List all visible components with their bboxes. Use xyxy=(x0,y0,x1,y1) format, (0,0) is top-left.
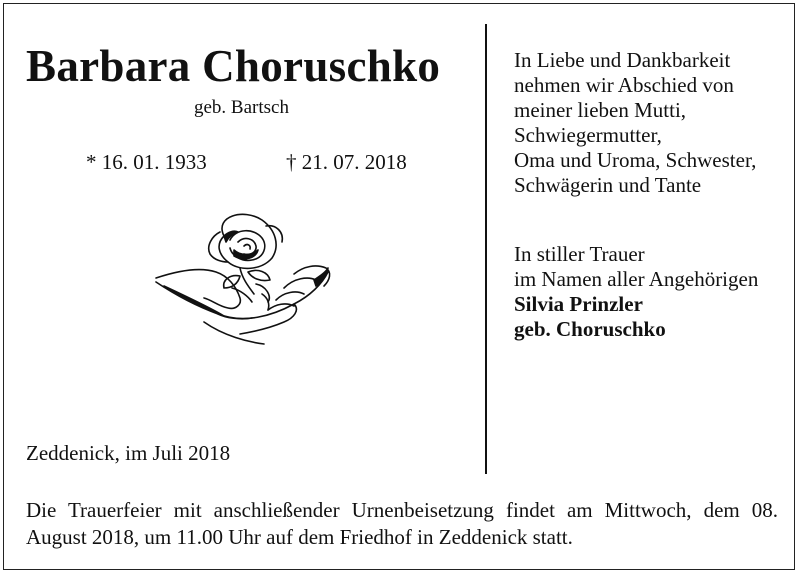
obituary-card xyxy=(3,3,795,570)
message-line: Schwägerin und Tante xyxy=(514,173,702,197)
maiden-name: geb. Bartsch xyxy=(194,97,289,118)
message-line: nehmen wir Abschied von xyxy=(514,73,734,97)
column-divider xyxy=(485,24,487,474)
birth-date: * 16. 01. 1933 xyxy=(86,150,207,174)
message-line: Oma und Uroma, Schwester, xyxy=(514,148,757,172)
rose-in-hands-icon xyxy=(144,206,344,371)
message-line: In Liebe und Dankbarkeit xyxy=(514,48,731,72)
funeral-info: Die Trauerfeier mit anschließender Urnenbeisetzung findet am Mittwoch, dem 08. August 2018, um 11.00 Uhr auf dem Friedhof in Zeddenick statt. xyxy=(26,498,778,549)
death-date: † 21. 07. 2018 xyxy=(286,150,407,174)
mourning-block xyxy=(514,242,784,342)
mourning-line: im Namen aller Angehörigen xyxy=(514,267,759,291)
mourner-maiden-name: geb. Choruschko xyxy=(514,317,666,341)
place-and-date: Zeddenick, im Juli 2018 xyxy=(26,441,231,465)
mourner-name: Silvia Prinzler xyxy=(514,292,643,316)
mourning-line: In stiller Trauer xyxy=(514,242,645,266)
farewell-message xyxy=(514,48,784,198)
deceased-name: Barbara Choruschko xyxy=(26,41,441,91)
message-line: meiner lieben Mutti, xyxy=(514,98,687,122)
message-line: Schwiegermutter, xyxy=(514,123,662,147)
